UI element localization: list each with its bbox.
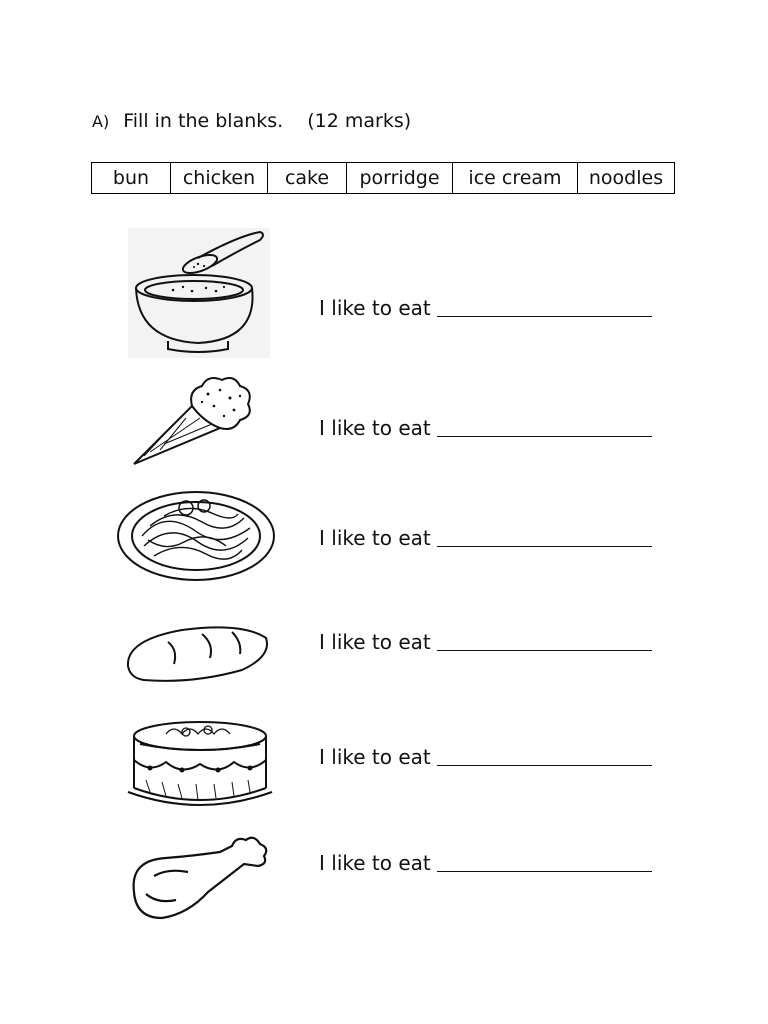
word-bank-cell: chicken bbox=[171, 163, 268, 194]
porridge-bowl-icon bbox=[128, 228, 270, 358]
chicken-drumstick-icon bbox=[128, 834, 272, 926]
fill-sentence bbox=[319, 296, 652, 320]
sentence-prompt: I like to eat bbox=[319, 630, 431, 654]
ice-cream-cone-icon bbox=[130, 372, 256, 470]
section-label: A) bbox=[92, 112, 110, 131]
answer-blank[interactable] bbox=[437, 649, 652, 651]
fill-sentence bbox=[319, 630, 652, 654]
fill-sentence bbox=[319, 526, 652, 550]
fill-sentence bbox=[319, 851, 652, 875]
sentence-prompt: I like to eat bbox=[319, 851, 431, 875]
answer-blank[interactable] bbox=[437, 545, 652, 547]
sentence-prompt: I like to eat bbox=[319, 745, 431, 769]
fill-sentence bbox=[319, 745, 652, 769]
fill-sentence bbox=[319, 416, 652, 440]
sentence-prompt: I like to eat bbox=[319, 416, 431, 440]
noodles-plate-icon bbox=[114, 486, 278, 584]
word-bank-cell: ice cream bbox=[453, 163, 578, 194]
answer-blank[interactable] bbox=[437, 435, 652, 437]
marks-text: (12 marks) bbox=[307, 110, 412, 132]
sentence-prompt: I like to eat bbox=[319, 526, 431, 550]
word-bank bbox=[91, 162, 675, 194]
answer-blank[interactable] bbox=[437, 870, 652, 872]
word-bank-cell: cake bbox=[268, 163, 347, 194]
word-bank-cell: noodles bbox=[578, 163, 675, 194]
section-heading bbox=[92, 110, 411, 132]
cake-icon bbox=[126, 716, 274, 814]
word-bank-cell: bun bbox=[92, 163, 171, 194]
word-bank-cell: porridge bbox=[347, 163, 453, 194]
answer-blank[interactable] bbox=[437, 764, 652, 766]
bun-bread-icon bbox=[122, 620, 272, 686]
sentence-prompt: I like to eat bbox=[319, 296, 431, 320]
instruction-text: Fill in the blanks. bbox=[123, 110, 284, 132]
answer-blank[interactable] bbox=[437, 315, 652, 317]
